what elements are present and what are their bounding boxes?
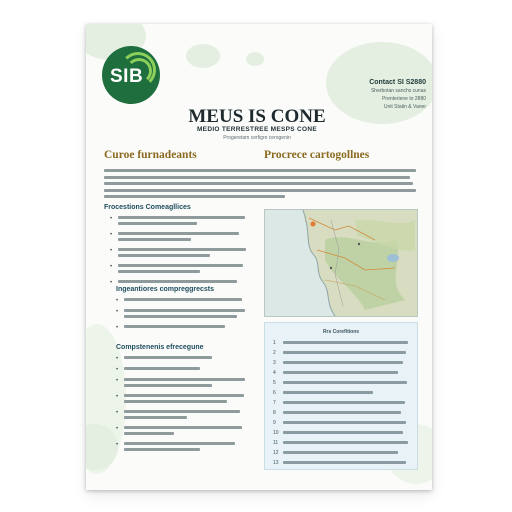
bullet-list-3 bbox=[116, 356, 250, 458]
list-item: 7 bbox=[273, 401, 411, 406]
bullet-list-2 bbox=[116, 298, 250, 336]
list-item: 10 bbox=[273, 431, 411, 436]
left-subheading-1: Frocestions Comeagllices bbox=[104, 204, 191, 211]
list-item: • bbox=[116, 298, 250, 304]
document-page bbox=[86, 24, 432, 490]
list-item: • bbox=[110, 248, 250, 259]
list-item: 4 bbox=[273, 371, 411, 376]
contact-line: Unit Statin & Vaner bbox=[383, 104, 426, 110]
notes-box bbox=[264, 322, 418, 470]
list-item: 3 bbox=[273, 361, 411, 366]
list-item: 12 bbox=[273, 451, 411, 456]
list-item: • bbox=[116, 356, 250, 362]
intro-paragraph bbox=[104, 169, 416, 202]
contact-line: Prenteriene to 2880 bbox=[382, 96, 426, 102]
list-item: • bbox=[110, 232, 250, 243]
page-subtitle: MEDIO TERRESTREE MESPS CONE bbox=[196, 126, 318, 133]
decor-blob bbox=[246, 52, 264, 66]
list-item: • bbox=[116, 394, 250, 405]
list-item: 9 bbox=[273, 421, 411, 426]
logo-text: SIB bbox=[110, 66, 144, 87]
list-item: • bbox=[116, 442, 250, 453]
list-item: • bbox=[116, 309, 250, 320]
list-item: 1 bbox=[273, 341, 411, 346]
logo bbox=[102, 46, 160, 104]
list-item: • bbox=[110, 280, 250, 286]
list-item: • bbox=[116, 325, 250, 331]
bullet-list-1 bbox=[110, 216, 250, 291]
list-item: 13 bbox=[273, 461, 411, 466]
list-item: • bbox=[110, 264, 250, 275]
list-item: • bbox=[116, 378, 250, 389]
left-subheading-2: Ingeantiores compreggrecsts bbox=[116, 286, 215, 293]
list-item: • bbox=[116, 367, 250, 373]
map-image bbox=[264, 209, 418, 317]
right-heading: Procrece cartogollnes bbox=[264, 149, 370, 161]
list-item: 2 bbox=[273, 351, 411, 356]
left-subheading-3: Compstenenis efrecegune bbox=[116, 344, 204, 351]
list-item: 8 bbox=[273, 411, 411, 416]
notes-title: Rrs Corefitions bbox=[322, 329, 360, 335]
page-tagline: Progeretam cerfigre cerogenin bbox=[223, 135, 291, 141]
list-item: 6 bbox=[273, 391, 411, 396]
notes-list bbox=[273, 341, 411, 471]
contact-block bbox=[336, 79, 426, 110]
list-item: • bbox=[116, 410, 250, 421]
list-item: 11 bbox=[273, 441, 411, 446]
decor-blob bbox=[186, 44, 220, 68]
contact-title: Contact SI S2880 bbox=[369, 79, 426, 86]
contact-line: Sherbotan sanchs cunas bbox=[370, 88, 426, 94]
left-heading: Curoe furnadeants bbox=[104, 149, 197, 161]
list-item: 5 bbox=[273, 381, 411, 386]
map-graphic bbox=[265, 210, 417, 316]
page-title: MEUS IS CONE bbox=[188, 106, 326, 127]
list-item: • bbox=[110, 216, 250, 227]
list-item: • bbox=[116, 426, 250, 437]
